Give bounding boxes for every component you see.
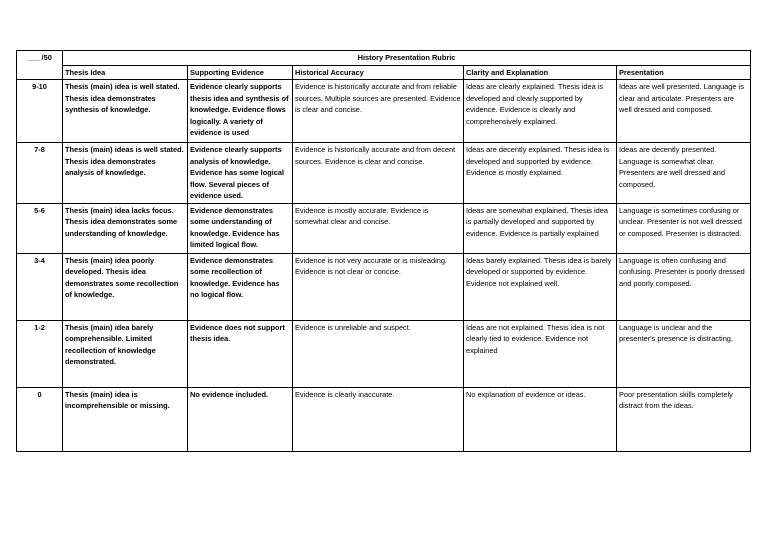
accuracy-cell: Evidence is historically accurate and from decent sources. Evidence is clear and concise. (293, 143, 464, 204)
evidence-cell: Evidence demonstrates some recollection of knowledge. Evidence has no logical flow. (188, 253, 293, 320)
thesis-cell: Thesis (main) ideas is well stated. Thesis idea demonstrates analysis of knowledge. (63, 143, 188, 204)
table-row (17, 203, 751, 253)
presentation-cell: Language is often confusing and confusing. Presenter is poorly dressed and poorly composed. (617, 253, 751, 320)
score-label: 1-2 (17, 320, 63, 387)
presentation-cell: Language is unclear and the presenter's presence is distracting. (617, 320, 751, 387)
accuracy-cell: Evidence is not very accurate or is misleading. Evidence is not clear or concise. (293, 253, 464, 320)
clarity-cell: No explanation of evidence or ideas. (464, 387, 617, 451)
accuracy-cell: Evidence is historically accurate and from reliable sources. Multiple sources are presented. Evidence is clear and concise. (293, 80, 464, 143)
presentation-cell: Ideas are well presented. Language is clear and articulate. Presenters are well dressed and composed. (617, 80, 751, 143)
header-accuracy: Historical Accuracy (293, 65, 464, 80)
score-label: 5-6 (17, 203, 63, 253)
thesis-cell: Thesis (main) idea lacks focus. Thesis idea demonstrates some understanding of knowledge. (63, 203, 188, 253)
score-label: 9-10 (17, 80, 63, 143)
evidence-cell: Evidence does not support thesis idea. (188, 320, 293, 387)
header-presentation: Presentation (617, 65, 751, 80)
clarity-cell: Ideas are decently explained. Thesis idea is developed and supported by evidence. Evidence is mostly explained. (464, 143, 617, 204)
table-row (17, 80, 751, 143)
presentation-cell: Poor presentation skills completely distract from the ideas. (617, 387, 751, 451)
evidence-cell: Evidence demonstrates some understanding of knowledge. Evidence has limited logical flow. (188, 203, 293, 253)
clarity-cell: Ideas are somewhat explained. Thesis idea is partially developed and supported by evidence. Evidence is partially explained (464, 203, 617, 253)
thesis-cell: Thesis (main) idea is well stated. Thesis idea demonstrates synthesis of knowledge. (63, 80, 188, 143)
clarity-cell: Ideas barely explained. Thesis idea is barely developed or supported by evidence. Evidence not explained well. (464, 253, 617, 320)
table-row (17, 320, 751, 387)
accuracy-cell: Evidence is mostly accurate. Evidence is somewhat clear and concise. (293, 203, 464, 253)
accuracy-cell: Evidence is clearly inaccurate. (293, 387, 464, 451)
thesis-cell: Thesis (main) idea poorly developed. Thesis idea demonstrates some recollection of knowledge. (63, 253, 188, 320)
header-thesis: Thesis Idea (63, 65, 188, 80)
table-row (17, 387, 751, 451)
clarity-cell: Ideas are clearly explained. Thesis idea is developed and clearly supported by evidence. Evidence is clearly and comprehensively explained. (464, 80, 617, 143)
thesis-cell: Thesis (main) idea is incomprehensible or missing. (63, 387, 188, 451)
clarity-cell: Ideas are not explained. Thesis idea is not clearly tied to evidence. Evidence not explained (464, 320, 617, 387)
score-label: 0 (17, 387, 63, 451)
table-row (17, 143, 751, 204)
evidence-cell: Evidence clearly supports analysis of knowledge. Evidence has some logical flow. Several pieces of evidence used. (188, 143, 293, 204)
score-label: 3-4 (17, 253, 63, 320)
accuracy-cell: Evidence is unreliable and suspect. (293, 320, 464, 387)
score-label: 7-8 (17, 143, 63, 204)
header-row (17, 65, 751, 80)
table-row (17, 253, 751, 320)
presentation-cell: Language is sometimes confusing or unclear. Presenter is not well dressed or composed. Presenter is distracted. (617, 203, 751, 253)
title-row (17, 51, 751, 66)
thesis-cell: Thesis (main) idea barely comprehensible. Limited recollection of knowledge demonstrated. (63, 320, 188, 387)
header-evidence: Supporting Evidence (188, 65, 293, 80)
header-clarity: Clarity and Explanation (464, 65, 617, 80)
score-total: ___ /50 (17, 51, 63, 80)
presentation-cell: Ideas are decently presented. Language is somewhat clear. Presenters are well dressed and composed. (617, 143, 751, 204)
rubric-title: History Presentation Rubric (63, 51, 751, 66)
evidence-cell: No evidence included. (188, 387, 293, 451)
rubric-table (16, 50, 751, 452)
evidence-cell: Evidence clearly supports thesis idea and synthesis of knowledge. Evidence flows logically. A variety of evidence is used (188, 80, 293, 143)
